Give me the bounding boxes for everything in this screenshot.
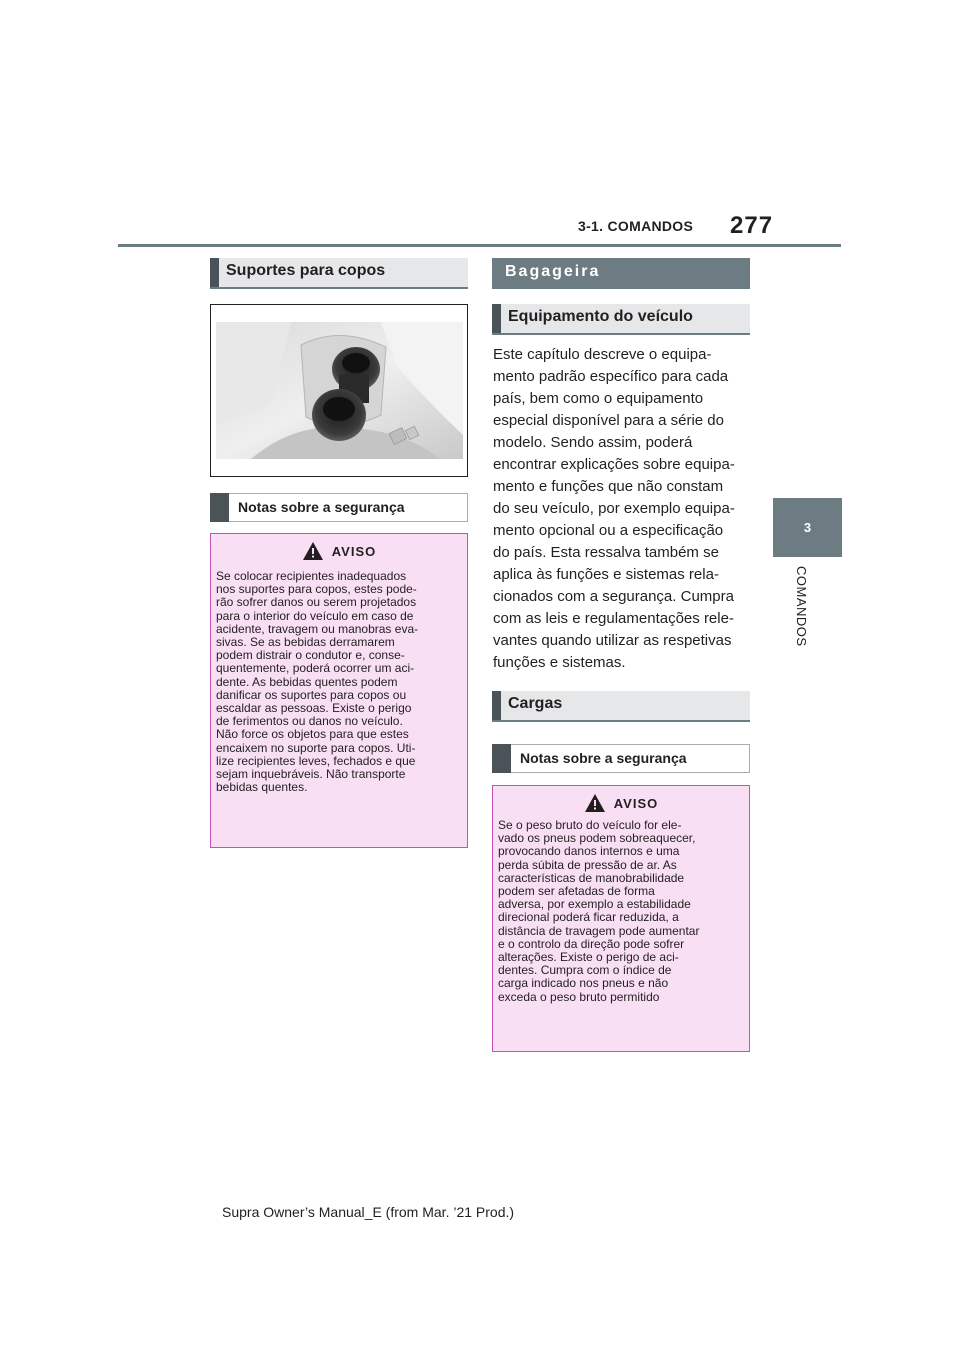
section-label: 3-1. COMANDOS [578, 218, 694, 234]
paragraph-line: mento padrão específico para cada [493, 368, 729, 385]
warning-line: para o interior do veículo em caso de [216, 608, 414, 623]
paragraph-line: modelo. Sendo assim, poderá [493, 434, 693, 451]
chapter-label: COMANDOS [794, 566, 809, 647]
warning-line: perda súbita de pressão de ar. As [498, 857, 677, 872]
warning-text [498, 819, 743, 1004]
warning-title-row [211, 540, 467, 562]
paragraph-line: cionados com a segurança. Cumpra [493, 588, 734, 605]
warning-line: danificar os suportes para copos ou [216, 687, 407, 702]
right-safety-heading [492, 744, 750, 773]
header-divider [118, 244, 841, 247]
warning-line: podem ser afetadas de forma [498, 884, 655, 899]
warning-line: alterações. Existe o perigo de aci- [498, 950, 679, 965]
loads-heading [492, 691, 750, 722]
paragraph-line: aplica às funções e sistemas rela- [493, 566, 719, 583]
loads-title: Cargas [508, 695, 563, 712]
right-safety-title: Notas sobre a segurança [520, 750, 687, 766]
warning-line: sejam inquebráveis. Não transporte [216, 767, 406, 782]
equipment-paragraph [493, 344, 751, 674]
warning-line: Não force os objetos para que estes [216, 727, 409, 742]
warning-line: distância de travagem pode aumentar [498, 923, 700, 938]
warning-line: dente. As bebidas quentes podem [216, 674, 398, 689]
warning-line: nos suportes para copos, estes pode- [216, 582, 417, 597]
paragraph-line: Este capítulo descreve o equipa- [493, 346, 712, 363]
warning-line: acidente, travagem ou manobras eva- [216, 621, 419, 636]
warning-line: exceda o peso bruto permitido [498, 989, 660, 1004]
left-safety-heading [210, 493, 468, 522]
warning-line: escaldar as pessoas. Existe o perigo [216, 701, 412, 716]
warning-line: provocando danos internos e uma [498, 844, 680, 859]
warning-line: quentemente, poderá ocorrer um aci- [216, 661, 415, 676]
luggage-section-heading [492, 258, 750, 289]
warning-line: sivas. Se as bebidas derramarem [216, 635, 395, 650]
heading-accent-bar [210, 493, 229, 522]
warning-line: encaixem no suporte para copos. Uti- [216, 740, 416, 755]
warning-line: Se o peso bruto do veículo for ele- [498, 818, 682, 832]
warning-line: adversa, por exemplo a estabilidade [498, 897, 691, 912]
chapter-tab [773, 498, 842, 557]
warning-title: AVISO [613, 795, 659, 811]
paragraph-line: funções e sistemas. [493, 654, 626, 671]
heading-accent-bar [492, 304, 501, 333]
warning-triangle-icon [302, 541, 324, 561]
equipment-title: Equipamento do veículo [508, 308, 693, 325]
paragraph-line: mento e funções que não constam [493, 478, 724, 495]
load-warning-box [492, 785, 750, 1052]
warning-title: AVISO [331, 543, 377, 559]
warning-line: de ferimentos ou danos no veículo. [216, 714, 403, 729]
warning-line: dentes. Cumpra com o índice de [498, 963, 672, 978]
warning-line: lize recipientes leves, fechados e que [216, 753, 416, 768]
warning-line: bebidas quentes. [216, 780, 308, 795]
warning-text [216, 570, 461, 794]
chapter-side-label [770, 566, 814, 666]
paragraph-line: vantes quando utilizar as respetivas [493, 632, 732, 649]
warning-line: Se colocar recipientes inadequados [216, 569, 407, 583]
paragraph-line: do país. Esta ressalva também se [493, 544, 719, 561]
paragraph-line: país, bem como o equipamento [493, 390, 704, 407]
heading-accent-bar [210, 258, 219, 287]
warning-title-row [493, 792, 749, 814]
paragraph-line: encontrar explicações sobre equipa- [493, 456, 735, 473]
warning-line: características de manobrabilidade [498, 870, 685, 885]
page-number: 277 [730, 212, 774, 239]
warning-line: carga indicado nos pneus e não [498, 976, 669, 991]
warning-line: vado os pneus podem sobreaquecer, [498, 831, 696, 846]
manual-footer: Supra Owner’s Manual_E (from Mar. ’21 Prod.) [222, 1204, 515, 1220]
cup-holders-title: Suportes para copos [226, 262, 386, 279]
equipment-heading [492, 304, 750, 335]
heading-accent-bar [492, 744, 511, 773]
chapter-number: 3 [803, 520, 812, 535]
heading-accent-bar [492, 691, 501, 720]
warning-line: rão sofrer danos ou serem projetados [216, 595, 417, 610]
left-safety-title: Notas sobre a segurança [238, 499, 405, 515]
paragraph-line: especial disponível para a série do [493, 412, 724, 429]
paragraph-line: mento opcional ou a especificação [493, 522, 724, 539]
paragraph-line: do seu veículo, por exemplo equipa- [493, 500, 735, 517]
cup-holder-warning-box [210, 533, 468, 848]
paragraph-line: com as leis e regulamentações rele- [493, 610, 734, 627]
warning-triangle-icon [584, 793, 606, 813]
warning-line: e o controlo da direção pode sofrer [498, 936, 685, 951]
luggage-section-title: Bagageira [505, 263, 601, 280]
cup-holder-photo [210, 304, 468, 477]
warning-line: direcional poderá ficar reduzida, a [498, 910, 679, 925]
warning-line: podem distrair o condutor e, conse- [216, 648, 405, 663]
cup-holders-heading [210, 258, 468, 289]
cup-holder-illustration [211, 305, 468, 477]
